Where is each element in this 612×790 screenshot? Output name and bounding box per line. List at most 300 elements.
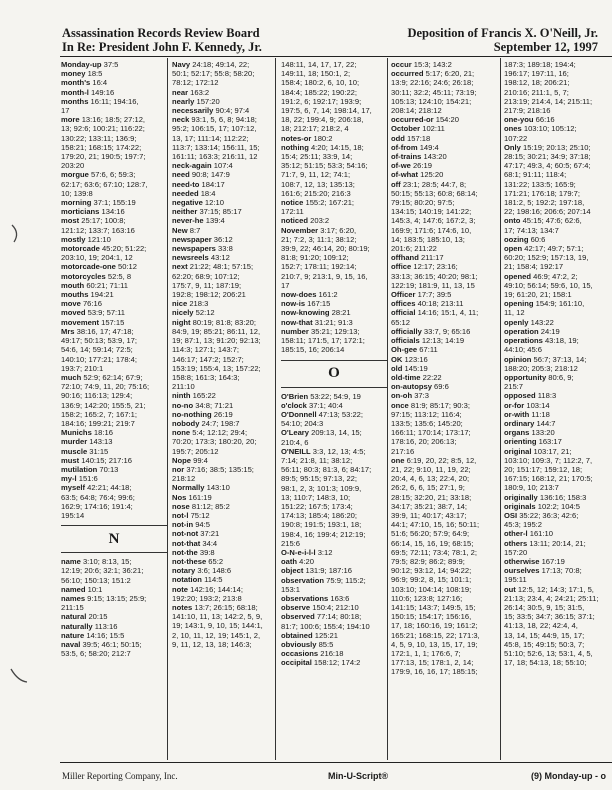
index-line: 141:15; 143:7; 149:5, 15;: [391, 602, 476, 612]
index-line: 26:2, 6, 6, 15; 27:1, 9;: [391, 483, 465, 493]
index-line: originally 136:16; 158:3: [504, 492, 587, 502]
index-line: Mrs 38:16, 17; 47:18;: [61, 326, 134, 336]
min-u-script-mark: Min-U-Script®: [328, 771, 389, 781]
index-line: O'Brien 53:22; 54:9, 19: [281, 391, 361, 401]
index-line: officials 12:13; 14:19: [391, 336, 465, 346]
index-line: name 3:10; 8:13, 15;: [61, 557, 132, 567]
index-line: none 5:4; 12:12; 29:4;: [172, 428, 248, 438]
index-line: 210:7, 9; 213:1, 9, 15, 16,: [281, 271, 368, 281]
index-line: 177:13, 15; 178:1, 2, 14;: [391, 658, 474, 668]
index-line: 45:3; 195:2: [504, 520, 543, 530]
index-line: not-in 94:5: [172, 520, 210, 530]
index-line: 65:12: [391, 317, 411, 327]
index-line: negative 12:10: [172, 198, 224, 208]
index-line: now-that 31:21; 91:3: [281, 317, 353, 327]
index-line: 98:1, 2, 3; 101:3; 109:9,: [281, 483, 362, 493]
index-line: original 103:17, 21;: [504, 446, 572, 456]
index-line: 97:15; 113:12; 116:4;: [391, 409, 462, 419]
index-line: now-does 161:2: [281, 290, 338, 300]
index-line: 30:11; 32:2; 45:11; 73:19;: [391, 87, 477, 97]
index-line: 81:7; 100:6; 155:4; 194:10: [281, 621, 370, 631]
index-line: occur 15:3; 143:2: [391, 60, 452, 69]
section-letter: N: [108, 530, 120, 547]
index-line: 44:1; 47:10, 15, 16; 50:11;: [391, 520, 480, 530]
index-line: November 3:17; 6:20,: [281, 225, 357, 235]
index-line: oozing 60:6: [504, 234, 546, 244]
index-line: 192:8; 198:12; 206:21: [172, 290, 246, 300]
index-line: noticed 203:2: [281, 216, 330, 226]
index-line: 11, 12: [504, 308, 525, 318]
footer-rule: [60, 762, 612, 763]
index-line: move 76:16: [61, 299, 102, 309]
index-line: 158:21; 168:15; 174:22;: [61, 142, 142, 152]
index-line: 133:5; 135:6; 145:20;: [391, 418, 463, 428]
index-line: 185:15, 16; 206:14: [281, 345, 345, 355]
index-line: 193:7; 210:1: [61, 363, 104, 373]
index-column-1: [61, 60, 167, 760]
index-line: openly 143:22: [504, 317, 554, 327]
index-line: 69:5; 72:11; 73:4; 78:1, 2;: [391, 547, 477, 557]
index-line: 49:17; 50:13; 53:9, 17;: [61, 336, 138, 346]
index-line: 66:14, 15, 16, 19; 68:15;: [391, 538, 474, 548]
index-line: not-the 39:8: [172, 547, 215, 557]
index-line: O'Leary 209:13, 14, 15;: [281, 428, 362, 438]
index-line: notation 114:5: [172, 575, 223, 585]
index-line: other-l 161:10: [504, 529, 553, 539]
index-line: 157:20: [504, 547, 528, 557]
index-line: Munichs 18:16: [61, 428, 113, 438]
index-line: 15; 33:5; 34:7; 36:15; 37:1;: [504, 612, 595, 622]
index-line: 35:12; 51:15; 53:3; 54:16;: [281, 161, 368, 171]
index-line: 108:7, 12, 13; 135:13;: [281, 179, 355, 189]
index-line: of-from 149:4: [391, 142, 439, 152]
index-line: occurred 5:17; 6:20, 21;: [391, 69, 475, 79]
index-line: 188:20; 205:3; 218:12: [504, 363, 578, 373]
index-line: oath 4:20: [281, 557, 314, 567]
index-line: 180:9, 10; 213:7: [504, 483, 559, 493]
case-header-line-1: Assassination Records Review Board: [62, 26, 260, 40]
index-line: newspaper 36:12: [172, 234, 233, 244]
index-line: on-autopsy 69:6: [391, 382, 449, 392]
index-line: number 35:21; 129:13;: [281, 326, 360, 336]
index-line: 192:20; 193:2; 213:8: [172, 593, 242, 603]
index-line: mouths 194:21: [61, 290, 114, 300]
index-line: 79:5; 82:9; 86:2; 89:9;: [391, 556, 465, 566]
index-line: 17: [281, 280, 290, 290]
index-line: others 13:11; 20:14, 21;: [504, 538, 586, 548]
index-line: 17: [61, 106, 70, 116]
index-line: 22; 198:16; 206:6; 207:14: [504, 207, 591, 217]
index-line: 21; 158:4; 192:17: [504, 262, 564, 272]
index-line: 218:12: [172, 474, 196, 484]
index-line: morticians 134:16: [61, 207, 125, 217]
index-line: 79:15; 80:20; 97:5;: [391, 198, 455, 208]
index-line: odd 157:18: [391, 133, 431, 143]
index-line: one-you 66:16: [504, 115, 555, 125]
index-line: 60:20; 152:9; 157:13, 19,: [504, 253, 589, 263]
index-line: 158:8; 161:3; 164:3;: [172, 372, 240, 382]
index-line: night 80:19; 81:8; 83:20;: [172, 317, 257, 327]
index-line: 10; 139:8: [61, 188, 93, 198]
index-line: 198:12, 18; 206:21;: [504, 78, 570, 88]
index-line: OSI 35:22; 36:3; 42:6;: [504, 510, 579, 520]
index-line: occipital 158:12; 174:2: [281, 658, 361, 668]
index-line: 148:11, 14, 17, 17, 22;: [281, 60, 357, 69]
case-header: [62, 26, 262, 54]
index-line: not-l 75:12: [172, 510, 210, 520]
index-line: observed 77:14; 80:18;: [281, 612, 362, 622]
section-letter-heading: [61, 525, 167, 553]
index-line: morning 37:1; 155:19: [61, 198, 136, 208]
index-line: ones 103:10; 105:12;: [504, 124, 577, 134]
index-line: 158:4; 180:2, 6, 10, 10;: [281, 78, 360, 88]
index-line: 17; 74:13; 134:7: [504, 225, 559, 235]
index-line: mostly 121:10: [61, 234, 111, 244]
index-line: 151:22; 167:5; 173:4;: [281, 501, 353, 511]
index-line: once 81:9; 85:17; 90:3;: [391, 400, 470, 410]
index-line: 71:7, 9, 11, 12; 74:1;: [281, 170, 351, 180]
index-line: 110:6; 123:8; 127:16;: [391, 593, 463, 603]
index-line: neither 37:15; 85:17: [172, 207, 242, 217]
index-line: 81:8; 91:20; 109:12;: [281, 253, 349, 263]
index-line: 149:11, 18; 150:1, 2;: [281, 69, 351, 79]
index-line: mouth 60:21; 71:11: [61, 280, 128, 290]
index-line: Nope 99:4: [172, 455, 208, 465]
index-line: 161:11; 163:3; 216:11, 12: [172, 152, 258, 162]
index-line: 2, 10, 11, 12, 19; 145:1, 2,: [172, 630, 261, 640]
index-line: motorcycles 52:5, 8: [61, 271, 132, 281]
index-line: now-is 167:15: [281, 299, 331, 309]
section-letter: O: [328, 364, 340, 381]
index-line: 179:20, 21; 190:5; 197:7;: [61, 152, 146, 162]
index-line: 39:9, 22; 46:14, 20; 80:19;: [281, 244, 370, 254]
index-line: 213:19; 214:4, 14; 215:11;: [504, 96, 593, 106]
index-line: must 140:15; 217:16: [61, 455, 132, 465]
index-line: 146:17; 147:2; 152:7;: [172, 354, 244, 364]
index-line: 45:8, 15; 49:15; 50:3, 7;: [504, 639, 585, 649]
index-line: 21, 22; 9:10, 11, 19, 22;: [391, 464, 471, 474]
index-line: out 12:5, 12; 14:3; 17:1, 5,: [504, 584, 594, 594]
deposition-header-line-1: Deposition of Francis X. O'Neill, Jr.: [407, 26, 598, 40]
index-line: 121:12; 133:7; 163:16: [61, 225, 135, 235]
index-line: o'clock 37:1; 40:4: [281, 400, 343, 410]
index-line: officially 33:7, 9; 65:16: [391, 326, 471, 336]
index-line: 51:10; 52:6, 13; 53:1, 4, 5,: [504, 649, 593, 658]
index-line: of-we 26:19: [391, 161, 432, 171]
index-line: 190:8; 191:5; 193:1, 18;: [281, 520, 362, 530]
index-line: 62:20; 68:9; 107:12;: [172, 271, 240, 281]
index-line: Only 15:19; 20:13; 25:10;: [504, 142, 591, 152]
index-line: 39:9, 11; 40:17; 43:17;: [391, 510, 467, 520]
index-line: names 9:15; 13:15; 25:9;: [61, 593, 147, 603]
index-line: 187:3; 189:18; 194:4;: [504, 60, 576, 69]
index-line: 153:1: [281, 584, 301, 594]
index-line: 44:10; 45:6: [504, 345, 543, 355]
index-line: neck-again 107:4: [172, 161, 233, 171]
index-line: 198:4, 16; 199:4; 212:19;: [281, 529, 366, 539]
index-line: 84:9, 19; 85:21; 86:11, 12,: [172, 326, 261, 336]
index-line: 172:1, 1, 1; 176:6, 7;: [391, 649, 461, 658]
index-line: mutilation 70:13: [61, 464, 119, 474]
index-line: offices 40:18; 213:11: [391, 299, 464, 309]
index-line: Officer 17:7; 39:5: [391, 290, 452, 300]
index-column-4: [391, 60, 499, 760]
index-line: motorcade 45:20; 51:22;: [61, 244, 147, 254]
index-line: 54:6, 14; 59:14; 72:5;: [61, 345, 133, 355]
index-line: opening 154:9; 161:10,: [504, 299, 585, 309]
index-line: obviously 85:5: [281, 639, 334, 649]
index-line: 28:15; 30:21; 34:9; 37:18;: [504, 152, 591, 162]
index-line: 103:10; 109:3, 7; 112:2, 7,: [504, 455, 593, 465]
index-line: 162:9; 174:16; 191:4;: [61, 501, 133, 511]
index-line: New 8:7: [172, 225, 201, 235]
index-line: onto 45:15; 47:6; 62:6,: [504, 216, 582, 226]
index-line: needed 18:4: [172, 188, 216, 198]
index-line: opinion 56:7; 37:13, 14;: [504, 354, 587, 364]
index-line: movement 157:15: [61, 317, 125, 327]
index-line: nature 14:16; 15:5: [61, 630, 125, 640]
index-line: 152:7; 178:11; 192:14;: [281, 262, 357, 272]
index-line: or-with 11:18: [504, 409, 550, 419]
index-line: nothing 4:20; 14:15, 18;: [281, 142, 364, 152]
index-line: necessarily 90:4; 97:4: [172, 106, 250, 116]
index-line: 196:17; 197:11, 16;: [504, 69, 569, 79]
index-line: month-l 149:16: [61, 87, 115, 97]
index-line: operations 43:18, 19;: [504, 336, 579, 346]
index-line: Navy 24:18; 49:14, 22;: [172, 60, 250, 69]
index-line: 215:6: [281, 538, 301, 548]
index-line: notes 13:7; 26:15; 68:18;: [172, 602, 258, 612]
index-line: 134:15; 140:19; 141:22;: [391, 207, 472, 217]
index-line: 13; 110:7; 148:3, 10;: [281, 492, 351, 502]
index-line: 96:9; 99:2, 8, 15; 101:1;: [391, 575, 472, 585]
index-line: 72:10; 74:9, 11, 20; 75:16;: [61, 382, 150, 392]
index-line: 20; 151:17; 159:12, 18;: [504, 464, 583, 474]
index-line: most 25:17; 100:8;: [61, 216, 126, 226]
index-line: motorcade-one 50:12: [61, 262, 137, 272]
column-divider: [275, 58, 276, 760]
index-line: 26:14; 30:5, 9, 15; 31:5,: [504, 602, 585, 612]
index-line: ninth 165:22: [172, 391, 216, 401]
index-line: 167:15; 168:12, 21; 170:5;: [504, 474, 593, 484]
index-line: 175:7, 9, 11; 187:19;: [172, 280, 242, 290]
index-line: 215:7: [504, 382, 524, 392]
index-line: organs 133:20: [504, 428, 555, 438]
index-line: 105:13; 124:10; 154:21;: [391, 96, 472, 106]
index-line: O'NEILL 3:3, 12, 13; 4:5;: [281, 446, 366, 456]
index-line: 19; 143:1, 9, 10, 15; 144:1,: [172, 621, 263, 631]
index-line: 17, 18; 160:16, 19; 161:2;: [391, 621, 478, 631]
index-line: 50:1; 52:17; 55:8; 58:20;: [172, 69, 255, 79]
header-rule: [60, 56, 612, 57]
index-line: OK 123:16: [391, 354, 428, 364]
index-line: named 10:1: [61, 584, 103, 594]
index-line: 178:16, 20; 206:13;: [391, 437, 457, 447]
index-line: 136:9; 142:20; 155:5, 21;: [61, 400, 146, 410]
index-line: more 13:16; 18:5; 27:12,: [61, 115, 146, 125]
index-column-5: [504, 60, 612, 760]
index-line: 95:2; 106:15, 17; 107:12,: [172, 124, 257, 134]
index-line: murder 143:13: [61, 437, 113, 447]
index-line: 90:16; 116:13; 129:4;: [61, 391, 133, 401]
index-line: 113:7; 133:14; 156:11, 15;: [172, 142, 260, 152]
index-line: 9, 11, 12, 13, 18; 146:3;: [172, 639, 252, 649]
index-line: 140:10; 177:21; 178:4;: [61, 354, 138, 364]
index-line: months 16:11; 194:16,: [61, 96, 139, 106]
index-line: need 90:8; 147:9: [172, 170, 230, 180]
index-line: 18; 212:17; 218:2, 4: [281, 124, 349, 134]
column-divider: [167, 58, 168, 760]
index-line: observe 150:4; 212:10: [281, 603, 359, 613]
index-line: 195:11: [504, 575, 527, 585]
index-line: 78:12; 172:12: [172, 78, 219, 88]
page-range: (9) Monday-up - o: [531, 771, 606, 781]
reporter-name: Miller Reporting Company, Inc.: [62, 771, 178, 781]
page-footer: [60, 765, 612, 783]
index-line: newsreels 43:12: [172, 253, 230, 263]
index-line: 103:10; 104:14; 108:19;: [391, 584, 472, 594]
index-line: offhand 211:17: [391, 253, 444, 263]
index-line: 13, 17; 111:14; 112:22;: [172, 133, 249, 143]
index-line: no-no 34:8; 71:21: [172, 400, 234, 410]
index-line: 4, 5, 9, 10, 13, 15, 17, 19;: [391, 639, 478, 649]
index-line: 158:2; 165:2, 7; 167:1;: [61, 409, 138, 419]
index-line: 50:15; 55:13; 60:8; 68:14;: [391, 188, 478, 198]
index-line: 19; 61:20, 21; 158:1: [504, 290, 572, 300]
index-line: never-he 139:4: [172, 216, 225, 226]
index-column-2: [172, 60, 274, 760]
index-line: 70:20; 173:3; 180:20, 20;: [172, 437, 257, 447]
index-line: 20:4, 4, 6, 13; 22:4, 20;: [391, 474, 470, 484]
index-column-3: [281, 60, 387, 760]
index-line: 15:4; 25:11; 33:9, 14;: [281, 152, 353, 162]
index-line: natural 20:15: [61, 612, 108, 622]
index-line: 41:13, 18, 22; 42:4, 4,: [504, 621, 578, 631]
case-header-line-2: In Re: President John F. Kennedy, Jr.: [62, 40, 262, 54]
index-line: 179:9, 16, 16, 17; 185:15;: [391, 667, 478, 677]
index-line: moved 53:9; 57:11: [61, 308, 126, 318]
index-line: notes-or 180:2: [281, 133, 333, 143]
index-line: 166:11; 170:14; 173:17;: [391, 428, 471, 438]
section-letter-heading: [281, 360, 387, 388]
index-line: 49:10; 56:14; 59:6, 10, 15,: [504, 280, 593, 290]
column-divider: [500, 58, 501, 760]
index-line: neck 93:1, 5, 6, 8; 94:18;: [172, 115, 257, 125]
index-line: 203:10, 19; 204:1, 12: [61, 253, 133, 263]
index-line: 153:19; 155:4, 13; 157:22;: [172, 363, 261, 373]
index-line: 171:21; 176:18; 179:7;: [504, 188, 581, 198]
index-line: morgue 57:6, 6; 59:3;: [61, 170, 136, 180]
index-line: originals 102:2; 104:5: [504, 501, 580, 511]
index-line: my-l 151:6: [61, 474, 98, 484]
index-line: 68:1; 91:11; 118:4;: [504, 170, 567, 180]
index-line: 210:4, 6: [281, 437, 309, 447]
index-line: 181:2, 5; 192:2; 197:18,: [504, 198, 585, 208]
index-line: 158:11; 171:5, 17; 172:1;: [281, 336, 365, 346]
index-line: no-nothing 26:19: [172, 409, 233, 419]
index-line: 184:16; 199:21; 219:7: [61, 418, 135, 428]
index-line: month's 16:4: [61, 78, 108, 88]
index-line: otherwise 167:19: [504, 556, 565, 566]
index-line: 53:5, 6; 58:20; 212:7: [61, 649, 131, 659]
index-line: much 52:9; 62:14; 67:9;: [61, 372, 143, 382]
index-line: 19; 87:1, 13; 91:20; 92:13;: [172, 336, 261, 346]
index-line: old 145:19: [391, 363, 428, 373]
index-line: occurred-or 154:20: [391, 115, 459, 125]
index-line: operation 24:19: [504, 326, 560, 336]
index-line: notary 3:6; 148:6: [172, 566, 232, 576]
index-line: or-for 103:14: [504, 400, 550, 410]
index-line: 63:5; 64:8; 76:4; 99:6;: [61, 492, 135, 502]
index-line: 141:10, 11, 13; 142:2, 5, 9,: [172, 612, 263, 622]
index-line: of-trains 143:20: [391, 152, 447, 162]
index-line: 56:11; 80:3; 81:3, 6; 84:17;: [281, 465, 372, 475]
index-line: of-what 125:20: [391, 170, 444, 180]
index-line: O-N-e-i-l-l 3:12: [281, 547, 333, 557]
index-line: 17, 18; 54:13, 18; 55:10;: [504, 658, 587, 668]
index-line: note 142:16; 144:14;: [172, 584, 243, 594]
index-line: nearly 157:20: [172, 96, 220, 106]
index-line: 90:12; 93:12, 14; 94:22;: [391, 566, 472, 576]
index-line: 47:17; 49:3, 4; 60:5; 67:4;: [504, 161, 591, 171]
hole-punch-mark-icon: [8, 222, 30, 244]
index-line: 165:21; 168:15, 22; 171:3,: [391, 630, 480, 640]
index-line: near 163:2: [172, 87, 210, 97]
index-line: 211:10: [172, 382, 195, 392]
index-line: ourselves 17:13; 70:8;: [504, 566, 582, 576]
index-line: 201:6; 211:22: [391, 244, 437, 254]
index-line: 131:22; 133:5; 165:9;: [504, 179, 576, 189]
index-line: one 6:19, 20, 22; 8:5, 12,: [391, 455, 477, 465]
index-line: 51:6; 56:20; 57:9; 64:9;: [391, 529, 470, 539]
column-divider: [387, 58, 388, 760]
index-line: O'Donnell 47:13; 53:22;: [281, 409, 364, 419]
index-line: Nos 161:19: [172, 492, 212, 502]
index-line: need-to 184:17: [172, 179, 225, 189]
index-line: 34:17; 35:21; 38:7, 14;: [391, 501, 468, 511]
index-line: 161:6; 215:20; 216:3: [281, 188, 351, 198]
index-line: nor 37:16; 38:5; 135:15;: [172, 464, 254, 474]
index-line: 145:3, 4; 147:6; 167:2, 3;: [391, 216, 476, 226]
index-line: notice 155:2; 167:21;: [281, 198, 355, 208]
index-line: opened 46:9; 47:2, 2;: [504, 271, 578, 281]
index-line: 56:10; 150:13; 151:2: [61, 575, 131, 585]
index-line: observations 163:6: [281, 593, 350, 603]
index-line: open 42:17; 49:7; 57:1;: [504, 244, 584, 254]
index-line: naturally 113:16: [61, 621, 118, 631]
index-line: obtained 125:21: [281, 630, 338, 640]
index-line: 174:13; 185:4; 186:20;: [281, 511, 358, 521]
index-line: 21; 7:2, 3; 11:1; 38:12;: [281, 234, 357, 244]
index-line: nobody 24:7; 198:7: [172, 418, 240, 428]
index-line: 210:16; 211:1, 5, 7;: [504, 87, 569, 97]
index-line: opportunity 80:6, 9;: [504, 372, 574, 382]
index-line: off 23:1; 28:5; 44:7, 8;: [391, 179, 467, 189]
index-line: object 131:9; 187:16: [281, 566, 352, 576]
index-line: Normally 143:10: [172, 483, 230, 493]
index-line: 13; 92:6; 100:21; 116:22;: [61, 124, 145, 134]
index-line: office 12:17; 23:16;: [391, 262, 458, 272]
index-line: not-not 37:21: [172, 529, 220, 539]
index-line: 28:15; 32:20, 21; 33:18;: [391, 492, 472, 502]
index-line: 169:9; 171:6; 174:6, 10,: [391, 225, 472, 235]
index-line: 12:19; 20:6; 32:1; 36:21;: [61, 566, 144, 576]
index-line: 18, 22; 199:4, 9; 206:18,: [281, 115, 364, 125]
index-line: Oh-gee 67:11: [391, 345, 438, 355]
index-line: nose 81:12; 85:2: [172, 501, 230, 511]
index-line: old-time 22:22: [391, 372, 442, 382]
index-line: 217:16: [391, 446, 415, 456]
